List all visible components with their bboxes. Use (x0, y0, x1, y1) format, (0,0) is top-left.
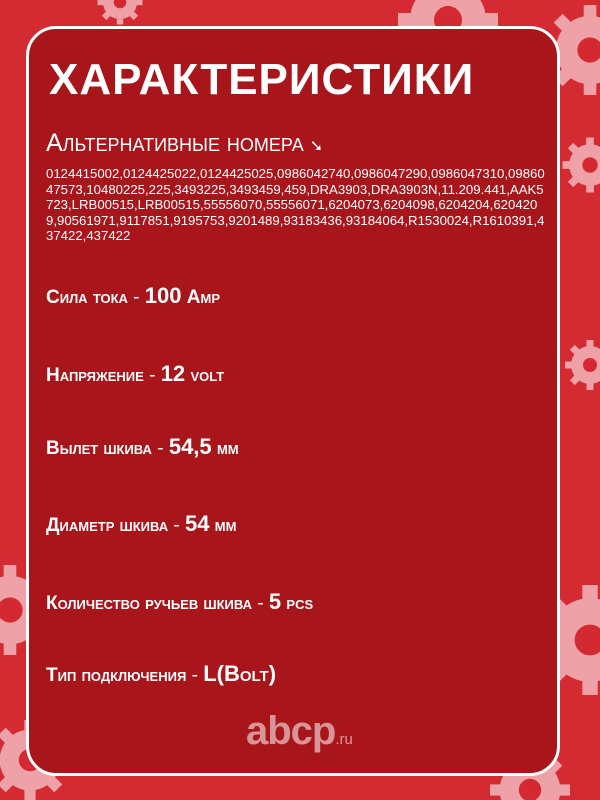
page-title: ХАРАКТЕРИСТИКИ (49, 55, 475, 104)
spec-voltage: Напряжение - 12 volt (46, 361, 225, 386)
watermark-logo (246, 709, 353, 754)
spec-unit: volt (190, 365, 225, 386)
spec-value: L(Bolt) (203, 661, 277, 686)
spec-pulley-diameter: Диаметр шкива - 54 мм (46, 511, 237, 536)
spec-pulley-grooves: Количество ручьев шкива - 5 pcs (46, 589, 314, 614)
spec-label: Тип подключения (46, 665, 187, 686)
spec-label: Сила тока (46, 287, 128, 308)
spec-label: Количество ручьев шкива (46, 593, 252, 614)
spec-connection-type: Тип подключения - L(Bolt) (46, 661, 277, 686)
spec-unit: pcs (286, 593, 314, 614)
spec-value: 100 (144, 283, 182, 308)
arrow-down-right-icon: ➘ (309, 138, 324, 155)
spec-value: 5 (268, 589, 282, 614)
specs-card (26, 26, 560, 776)
spec-unit: мм (216, 438, 239, 459)
spec-unit: мм (214, 515, 237, 536)
watermark-brand: abcp (246, 709, 336, 753)
spec-value: 54,5 (168, 434, 212, 459)
alternative-numbers-list: 0124415002,0124425022,0124425025,0986042740,0986047290,0986047310,0986047573,10480225,225,3493225,3493459,459,DRA3903,DRA3903N,11.209.441,AAK5723,LRB00515,LRB00515,55556070,55556071,6204073,6204098,6204204,6204209,90561971,9117851,9195753,9201489,93183436,93184064,R1530024,R1610391,437422,437422 (46, 166, 545, 243)
spec-pulley-offset: Вылет шкива - 54,5 мм (46, 434, 239, 459)
spec-label: Вылет шкива (46, 438, 152, 459)
gear-icon (563, 138, 600, 193)
spec-label: Напряжение (46, 365, 144, 386)
spec-current: Сила тока - 100 Amp (46, 283, 221, 308)
spec-value: 12 (160, 361, 186, 386)
gear-icon (565, 340, 600, 390)
spec-unit: Amp (186, 287, 221, 308)
spec-label: Диаметр шкива (46, 515, 169, 536)
spec-value: 54 (185, 511, 210, 536)
alternatives-heading-text: Альтернативные номера (46, 129, 304, 157)
alternatives-heading (46, 129, 323, 158)
gear-icon (98, 0, 143, 25)
watermark-tld: .ru (335, 731, 353, 748)
